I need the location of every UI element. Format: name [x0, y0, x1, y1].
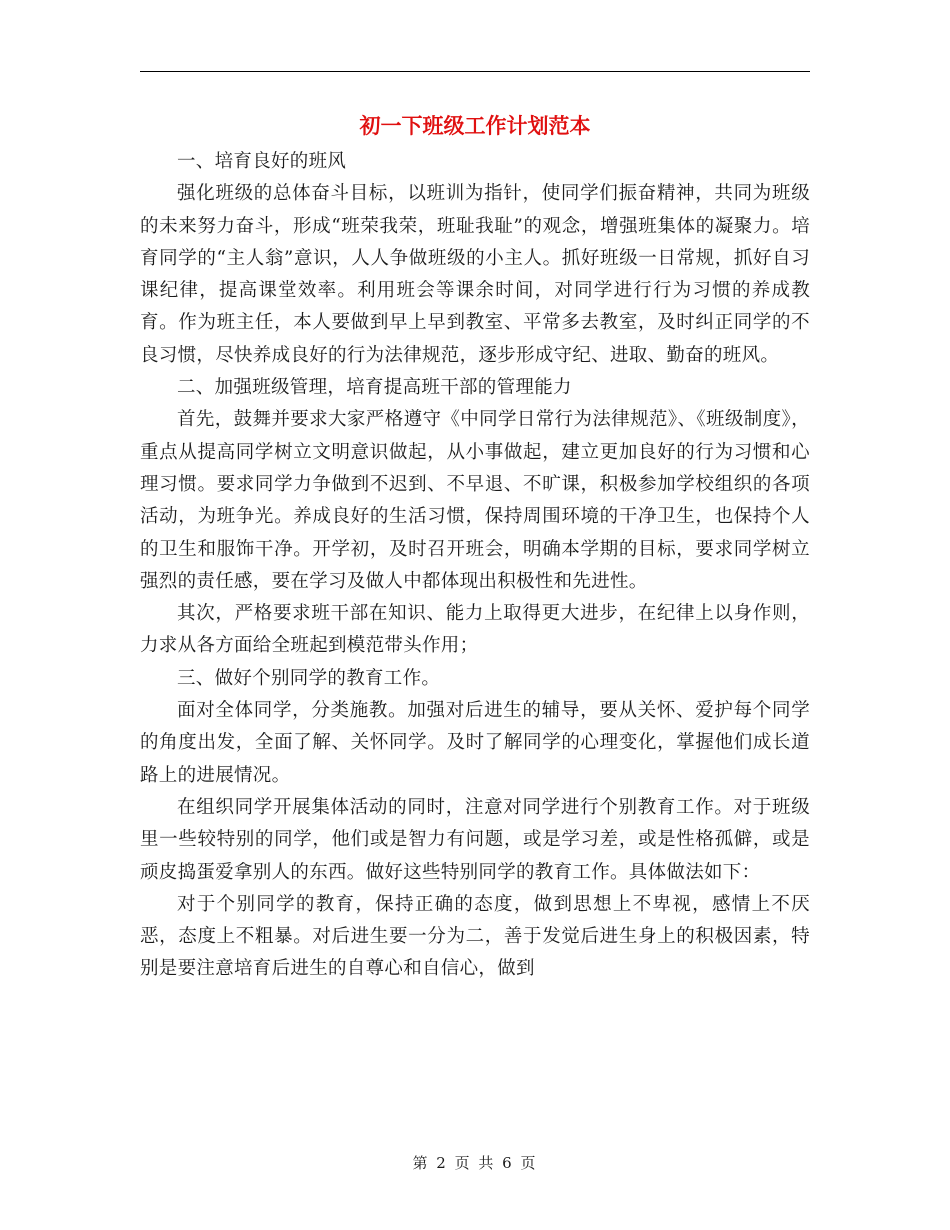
paragraph: 在组织同学开展集体活动的同时，注意对同学进行个别教育工作。对于班级里一些较特别的同学，他们或是智力有问题，或是学习差，或是性格孤僻，或是顽皮捣蛋爱拿别人的东西。做好这些特别同学的教育工作。具体做法如下： — [140, 796, 810, 883]
document-title: 初一下班级工作计划范本 — [359, 114, 591, 138]
document-body — [140, 146, 810, 986]
section-heading-1: 一、培育良好的班风 — [177, 151, 347, 172]
paragraph: 面对全体同学，分类施教。加强对后进生的辅导，要从关怀、爱护每个同学的角度出发，全面了解、关怀同学。及时了解同学的心理变化，掌握他们成长道路上的进展情况。 — [140, 700, 810, 786]
page-number: 第 2 页 共 6 页 — [412, 1154, 538, 1172]
paragraph: 首先，鼓舞并要求大家严格遵守《中同学日常行为法律规范》、《班级制度》，重点从提高同学树立文明意识做起，从小事做起，建立更加良好的行为习惯和心理习惯。要求同学力争做到不迟到、不早退、不旷课，积极参加学校组织的各项活动，为班争光。养成良好的生活习惯，保持周围环境的干净卫生，也保持个人的卫生和服饰干净。开学初，及时召开班会，明确本学期的目标，要求同学树立强烈的责任感，要在学习及做人中都体现出积极性和先进性。 — [140, 409, 810, 592]
header-rule — [140, 71, 810, 72]
paragraph: 对于个别同学的教育，保持正确的态度，做到思想上不卑视，感情上不厌恶，态度上不粗暴。对后进生要一分为二，善于发觉后进生身上的积极因素，特别是要注意培育后进生的自尊心和自信心，做到 — [140, 893, 810, 980]
paragraph: 强化班级的总体奋斗目标，以班训为指针，使同学们振奋精神，共同为班级的未来努力奋斗，形成“班荣我荣，班耻我耻”的观念，增强班集体的凝聚力。培育同学的“主人翁”意识，人人争做班级的小主人。抓好班级一日常规，抓好自习课纪律，提高课堂效率。利用班会等课余时间，对同学进行行为习惯的养成教育。作为班主任，本人要做到早上早到教室、平常多去教室，及时纠正同学的不良习惯，尽快养成良好的行为法律规范，逐步形成守纪、进取、勤奋的班风。 — [140, 183, 810, 366]
section-heading-3: 三、做好个别同学的教育工作。 — [177, 667, 441, 689]
paragraph: 其次，严格要求班干部在知识、能力上取得更大进步，在纪律上以身作则，力求从各方面给全班起到模范带头作用； — [140, 603, 810, 657]
section-heading-2: 二、加强班级管理，培育提高班干部的管理能力 — [177, 377, 572, 399]
